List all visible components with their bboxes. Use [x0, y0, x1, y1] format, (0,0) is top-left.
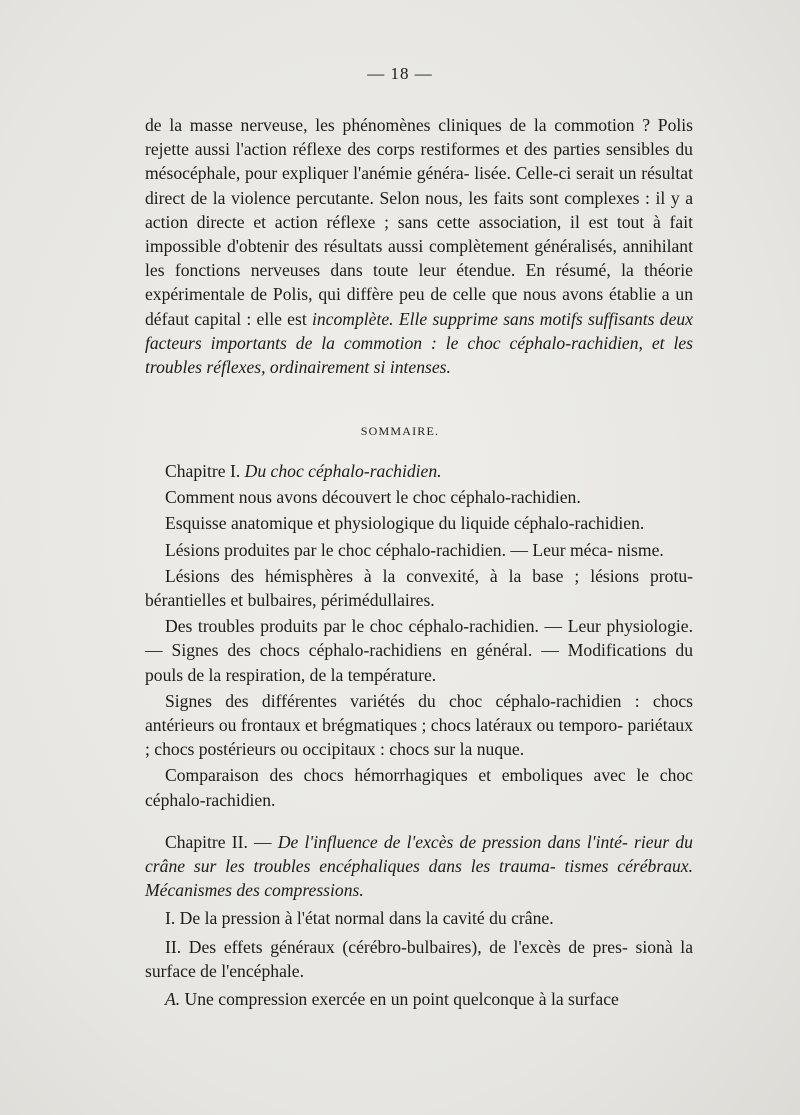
- chapter1-item-line: antérieurs ou frontaux et brégmatiques ; chocs latéraux ou temporo-: [145, 715, 628, 736]
- chapter1-title: Du choc céphalo-rachidien.: [244, 461, 442, 481]
- intro-line: Polis rejette aussi l'action réflexe des corps restiformes et des: [145, 115, 694, 160]
- chapter1-item-line: Signes des différentes variétés du choc céphalo-rachidien : chocs: [165, 690, 693, 711]
- chapter1-item: [145, 763, 693, 811]
- chapter1-item-line: bérantielles et bulbaires, périmédullaires.: [145, 590, 435, 611]
- intro-line: des résultats aussi complètement généralisés, annihilant les: [145, 236, 693, 281]
- chapter1-item-line: Lésions produites par le choc céphalo-rachidien. — Leur méca-: [165, 539, 618, 560]
- chapter2-item-a: [145, 987, 693, 1011]
- intro-line: de la masse nerveuse, les phénomènes cliniques de la commotion ?: [145, 115, 651, 135]
- intro-line-italic: incomplète. Elle supprime sans: [312, 308, 535, 329]
- chapter2-item-2: [145, 935, 693, 983]
- chapter1-item-line: nisme.: [617, 539, 664, 560]
- intro-text: [145, 113, 693, 379]
- chapter1-item-line: Comment nous avons découvert le choc céphalo-rachidien.: [165, 487, 581, 508]
- intro-line: parties sensibles du mésocéphale, pour expliquer l'anémie généra-: [145, 139, 693, 184]
- intro-paragraph: [145, 113, 693, 379]
- chapter1-item-line: pariétaux ; chocs postérieurs ou occipitaux : chocs sur la nuque.: [145, 715, 693, 760]
- chapter1-items: [145, 485, 693, 812]
- chapter2-title-line: tismes cérébraux. Mécanismes des compressions.: [145, 856, 694, 901]
- chapter1-item: [145, 538, 693, 562]
- chapter2-heading: [145, 830, 693, 903]
- intro-line: fonctions nerveuses dans toute leur étendue. En résumé, la théorie: [174, 260, 693, 281]
- sommaire-heading: SOMMAIRE.: [360, 424, 440, 438]
- chapter1-item-line: Esquisse anatomique et physiologique du liquide céphalo-rachidien.: [165, 513, 645, 534]
- intro-line: réflexe ; sans cette association, il est tout à fait impossible d'obtenir: [145, 211, 693, 257]
- chapter1-heading: [145, 459, 693, 483]
- intro-italic-line: intenses.: [389, 357, 451, 378]
- intro-italic-line: motifs suffisants deux facteurs importants de la commotion : le: [145, 308, 693, 353]
- chapter2-item-2-line: sionà la surface de l'encéphale.: [145, 936, 694, 981]
- page-number: — 18 —: [367, 64, 433, 83]
- chapter1-item: [145, 614, 693, 687]
- chapter2-item-1: I. De la pression à l'état normal dans la cavité du crâne.: [165, 908, 554, 929]
- chapter1-item-line: Comparaison des chocs hémorrhagiques et emboliques avec le: [165, 765, 660, 786]
- intro-line: expérimentale de Polis, qui diffère peu de celle que nous avons: [145, 284, 604, 305]
- chapter2-label: Chapitre II. —: [165, 831, 278, 852]
- chapter2-title-line: De l'influence de l'excès de pression dans l'inté-: [277, 831, 628, 852]
- chapter2-item-a-text: Une compression exercée en un point quelconque à la surface: [180, 989, 619, 1010]
- chapter1-item: [145, 485, 693, 509]
- summary-section: [145, 459, 693, 1013]
- intro-line: lisée. Celle-ci serait un résultat direct de la violence percutante.: [145, 163, 694, 208]
- chapter1-item-line: Lésions des hémisphères à la convexité, à la base ; lésions protu-: [165, 565, 693, 586]
- chapter1-item-line: Des troubles produits par le choc céphalo-rachidien. — Leur: [165, 616, 607, 637]
- chapter1-item-line: Modifications du pouls de la respiration, de la température.: [145, 640, 693, 685]
- intro-italic-line: choc céphalo-rachidien, et les troubles réflexes, ordinairement si: [145, 332, 693, 378]
- chapter1-item: [145, 564, 693, 612]
- chapter2-item-2-line: II. Des effets généraux (cérébro-bulbaires), de l'excès de pres-: [165, 936, 628, 957]
- chapter1-label: Chapitre I.: [165, 461, 245, 481]
- chapter1-item-line: choc céphalo-rachidien.: [145, 765, 693, 810]
- chapter1-item: [145, 511, 693, 535]
- intro-line-roman: établie a un défaut capital : elle est: [145, 284, 693, 329]
- chapter1-item: [145, 689, 693, 762]
- chapter2-title-line: rieur du crâne sur les troubles encéphaliques dans les trauma-: [145, 831, 693, 877]
- chapter1-item-line: physiologie. — Signes des chocs céphalo-rachidiens en général. —: [145, 616, 693, 661]
- chapter2-item-a-letter: A.: [165, 989, 181, 1010]
- intro-line: Selon nous, les faits sont complexes : il y a action directe et action: [145, 187, 694, 232]
- spacer: [145, 814, 693, 830]
